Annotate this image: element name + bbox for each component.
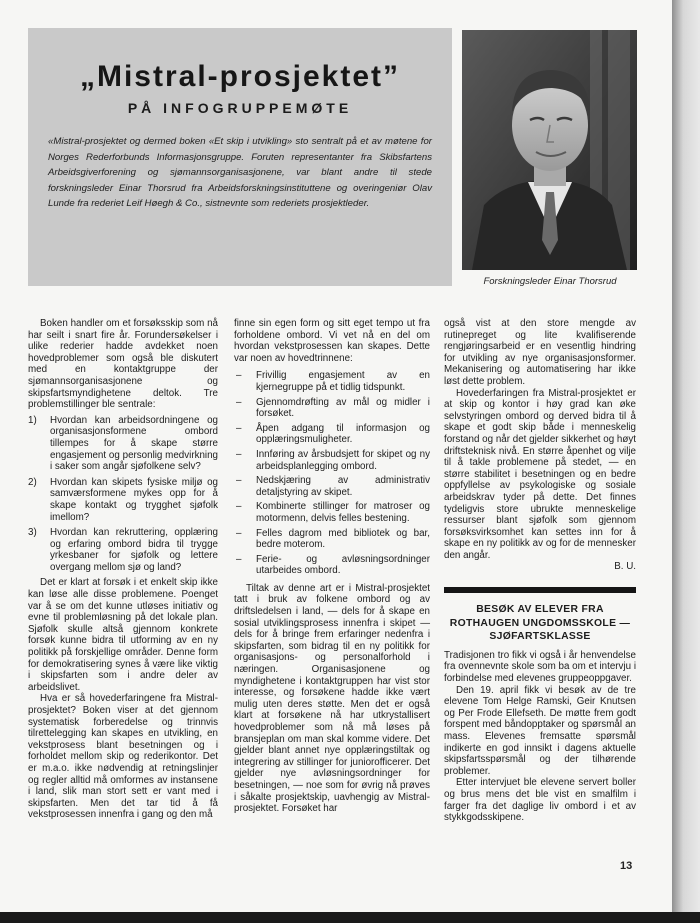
author-signature: B. U. — [614, 561, 636, 573]
paragraph: også vist at den store mengde av rutinepreget og lite kvalifiserende rengjøringsarbeid er en vesentlig hindring for utvikling av nye organisasjonsformer. Mekanisering og automatisering har ikke løst dette problem. — [444, 318, 636, 387]
list-item: – Åpen adgang til informasjon og opplæringsmuligheter. — [236, 422, 430, 446]
paragraph: Tiltak av denne art er i Mistral-prosjektet tatt i bruk av folkene ombord og av driftsledelsen i land, — dels for å skape en sosial utviklingsprosess innenfra i skipet — dels for å bringe frem erfaringer nedenfra i skipsfarten, som bidrag til en ny politikk for organisasjons- og personalforhold i næringen. Organisasjonene og myndighetene i kontaktgruppen har vist stor interesse, og forsøkene hadde ikke vært mulig uten deres støtte. Men det er også klart at forsøkene nå har utkrystallisert hovedproblemer som nå må løses på bransjeplan om man skal komme videre. Det gjelder blant annet nye opplæringstiltak og integrering av stillinger for juniorofficerer. Det gjelder nye avløsningsordninger for besetningen, — noe som for øvrig nå prøves i såkalte prosjektskip, uavhengig av Mistral-prosjektet. Forsøket har — [234, 582, 430, 815]
portrait-photo — [462, 30, 637, 270]
list-item: 1) Hvordan kan arbeidsordningene og organisasjonsformene ombord tillempes for å skape større engasjement og personlig medvirkning i saker som angår sjøfolkene selv? — [28, 414, 218, 473]
paragraph: Det er klart at forsøk i et enkelt skip ikke kan løse alle disse problemene. Poenget var å se om det kunne utløses initiativ og evne til problemløsning på det lokale plan. Sjøfolk skulle altså gjennom konkrete forsøk kunne bidra til utforming av en ny politikk på forskjellige områder. Denne form for demokratisering synes å være like viktig i skipsfarten som i andre deler av arbeidslivet. — [28, 577, 218, 693]
scan-border — [0, 912, 700, 923]
text-column-3 — [444, 318, 636, 824]
paragraph: Den 19. april fikk vi besøk av de tre elevene Tom Helge Ramski, Geir Knutsen og Per Frode Ellefseth. De møtte frem godt forspent med båndopptaker og spørsmål an mass. Elevenes fremsatte spørsmål indikerte en god innsikt i dagens aktuelle skipsfartsspørsmål og der tilhørende problemer. — [444, 684, 636, 777]
article-title: „Mistral-prosjektet” — [79, 60, 401, 93]
article-header — [28, 28, 452, 286]
page-number: 13 — [620, 860, 633, 872]
section-divider — [444, 587, 636, 593]
steps-list — [234, 370, 430, 577]
question-list — [28, 415, 218, 574]
list-item: 3) Hvordan kan rekruttering, opplæring og erfaring ombord bidra til trygge yrkesbaner for sjøfolk og lettere overgang mellom sjø og land? — [28, 527, 218, 573]
list-item: – Nedskjæring av administrativ detaljstyring av skipet. — [236, 475, 430, 498]
list-item: – Felles dagrom med bibliotek og bar, bedre moterom. — [236, 527, 430, 551]
paragraph: finne sin egen form og sitt eget tempo ut fra forholdene ombord. Vi vet nå en del om hvordan vekstprosessen kan skapes. Dette var noen av hovedtrinnene: — [234, 318, 430, 364]
section-heading: BESØK AV ELEVER FRA ROTHAUGEN UNGDOMSSKOLE — SJØFARTSKLASSE — [449, 604, 631, 643]
article-intro: «Mistral-prosjektet og dermed boken «Et skip i utvikling» sto sentralt på et av møtene for Norges Rederforbunds Informasjonsgruppe. Foruten representanter fra Skibsfartens Arbeidsgiverforening og sjømannsorganisasjonene, var blant andre til stede forskningsleder Einar Thorsrud fra Arbeidsforskningsinstituttene og overingeniør Olav Lunde fra rederiet Leif Høegh & Co., sistnevnte som rederiets prosjektleder. — [48, 136, 432, 210]
list-item: 2) Hvordan kan skipets fysiske miljø og samværsformene mykes opp for å skape kontakt og trygghet sjøfolk imellom? — [28, 476, 218, 523]
page-edge-shadow — [672, 0, 700, 912]
list-item: – Gjennomdrøfting av mål og midler i forsøket. — [236, 396, 430, 420]
paragraph: Boken handler om et forsøksskip som nå har seilt i snart fire år. Forundersøkelser i ulike rederier hadde avdekket noen hovedproblemer som også ble diskutert med en kontaktgruppe der sjømannsorganisasjonene og skipsfartsmyndighetene deltok. Tre problemstillinger ble sentrale: — [28, 318, 218, 411]
list-item: – Kombinerte stillinger for matroser og motormenn, delvis felles bestening. — [236, 501, 430, 524]
paragraph: Hva er så hovederfaringene fra Mistral-prosjektet? Boken viser at det gjennom systematisk forberedelse og trinnvis tilrettelegging kan skapes en utvikling, en vekstprosess blant besetningen og i forholdet mellom skip og rederikontor. Det er m.a.o. ikke nødvendig at retningslinjer og regler alltid må omformes av instansene i land, slik man stort sett er vant med i skipsfarten. Men det tar tid å få vekstprosessen innenfra i gang og den må — [28, 693, 218, 821]
list-item: – Innføring av årsbudsjett for skipet og ny arbeidsplanlegging ombord. — [236, 448, 430, 472]
article-subtitle: PÅ INFOGRUPPEMØTE — [127, 100, 353, 116]
paragraph: Tradisjonen tro fikk vi også i år henvendelse fra ovennevnte skole som ba om et intervju i forbindelse med elevenes gruppeoppgaver. — [444, 649, 636, 685]
paragraph: Hovederfaringen fra Mistral-prosjektet er at skip og kontor i høy grad kan øke selvstyringen ombord og derved bidra til å skape et godt skip både i menneskelig forstand og når det gjelder sikkerhet og høyt driftsteknisk nivå. En større åpenhet og vilje til å takle problemene på stedet, — en større stabilitet i besetningen og en bedre oppfyllelse av psykologiske og sosiale arbeidskrav tyder på dette. Det finnes tydeligvis store ubrukte menneskelige ressurser blant sjøfolk som gjennom forsøksvirksomhet kan settes inn for å skape en ny politikk av og for de mennesker den angår. — [444, 387, 636, 561]
paragraph: Etter intervjuet ble elevene servert boller og brus mens det ble vist en smalfilm i farger fra det daglige liv ombord i et av stykkgodsskipene. — [444, 777, 636, 824]
photo-caption: Forskningsleder Einar Thorsrud — [483, 276, 617, 287]
text-column-1 — [28, 318, 218, 821]
list-item: – Frivillig engasjement av en kjernegruppe på et tidlig tidspunkt. — [236, 370, 430, 393]
portrait-illustration — [462, 30, 637, 270]
text-column-2 — [234, 318, 430, 815]
list-item: – Ferie- og avløsningsordninger utarbeides ombord. — [236, 553, 430, 577]
